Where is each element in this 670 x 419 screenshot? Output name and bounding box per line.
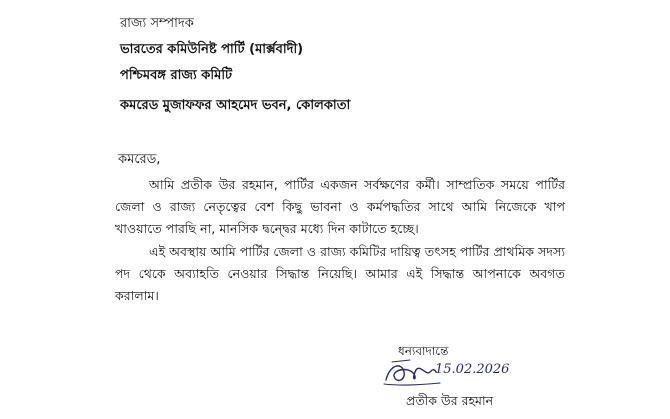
signature-date: 15.02.2026 xyxy=(435,362,510,377)
recipient-party: ভারতের কমিউনিষ্ট পার্টি (মার্ক্সবাদী) xyxy=(120,42,304,57)
body-paragraph-1: আমি প্রতীক উর রহমান, পার্টির একজন সর্বক্ষণের কর্মী। সাম্প্রতিক সময়ে পার্টির জেলা ও রাজ্য নেতৃত্বের বেশ কিছু ভাবনা ও কর্মপদ্ধতির সাথে আমি নিজেকে খাপ খাওয়াতে পারছি না, মানসিক দ্বন্দ্বের মধ্যে দিন কাটাতে হচ্ছে। xyxy=(115,177,565,236)
recipient-title: রাজ্য সম্পাদক xyxy=(120,16,194,31)
body-paragraph-2: এই অবস্থায় আমি পার্টির জেলা ও রাজ্য কমিটির দায়িত্ব তৎসহ পার্টির প্রাথমিক সদস্য পদ থেকে অব্যাহতি নেওয়ার সিদ্ধান্ত নিয়েছি। আমার এই সিদ্ধান্ত আপনাকে অবগত করালাম। xyxy=(115,244,565,303)
salutation: কমরেড, xyxy=(118,152,161,167)
signer-name: প্রতীক উর রহমান xyxy=(406,393,494,408)
recipient-committee: পশ্চিমবঙ্গ রাজ্য কমিটি xyxy=(120,68,233,83)
closing-text: ধন্যবাদান্তে xyxy=(398,344,449,358)
recipient-address: কমরেড মুজাফফর আহমেদ ভবন, কোলকাতা xyxy=(120,98,351,113)
